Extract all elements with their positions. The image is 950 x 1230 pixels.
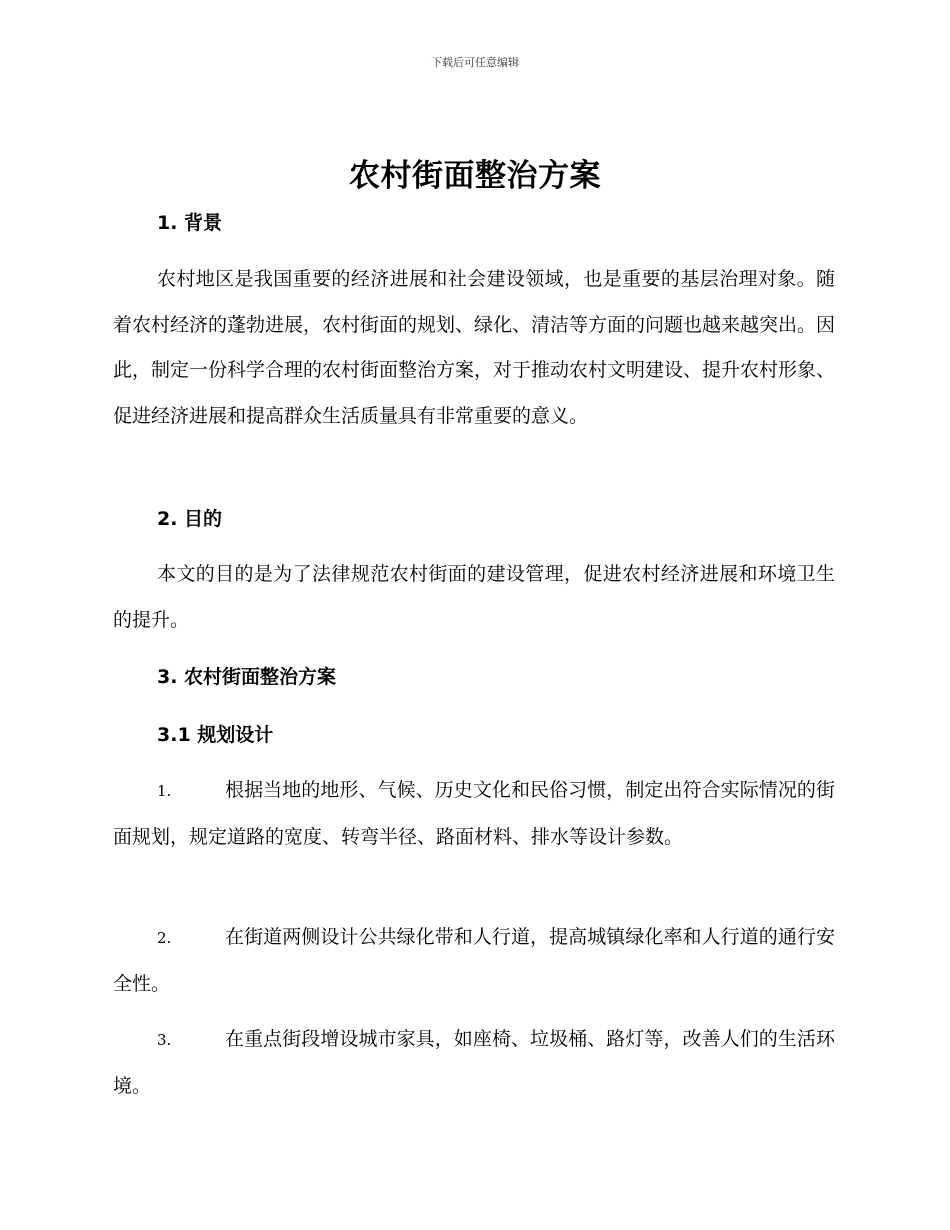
list-item [113, 915, 835, 1007]
list-item-number: 1. [157, 782, 172, 800]
section-heading-plan: 3. 农村街面整治方案 [157, 666, 337, 688]
list-item [113, 768, 835, 860]
document-title: 农村街面整治方案 [349, 158, 601, 194]
list-item-text: 在重点街段增设城市家具，如座椅、垃圾桶、路灯等，改善人们的生活环境。 [113, 1028, 835, 1097]
list-item-text: 根据当地的地形、气候、历史文化和民俗习惯，制定出符合实际情况的街面规划，规定道路的宽度、转弯半径、路面材料、排水等设计参数。 [113, 779, 835, 848]
section-heading-purpose: 2. 目的 [157, 508, 223, 530]
page-header-note: 下载后可任意编辑 [431, 56, 519, 69]
paragraph-background: 农村地区是我国重要的经济进展和社会建设领域，也是重要的基层治理对象。随着农村经济的蓬勃进展，农村街面的规划、绿化、清洁等方面的问题也越来越突出。因此，制定一份科学合理的农村街面整治方案，对于推动农村文明建设、提升农村形象、促进经济进展和提高群众生活质量具有非常重要的意义。 [113, 268, 836, 427]
list-item [113, 1017, 835, 1109]
list-item-number: 3. [157, 1031, 172, 1049]
list-item-number: 2. [157, 929, 172, 947]
section-heading-background: 1. 背景 [157, 212, 223, 234]
subsection-heading-planning-design: 3.1 规划设计 [157, 724, 274, 746]
list-item-text: 在街道两侧设计公共绿化带和人行道，提高城镇绿化率和人行道的通行安全性。 [113, 926, 835, 995]
paragraph-purpose: 本文的目的是为了法律规范农村街面的建设管理，促进农村经济进展和环境卫生的提升。 [113, 563, 835, 631]
